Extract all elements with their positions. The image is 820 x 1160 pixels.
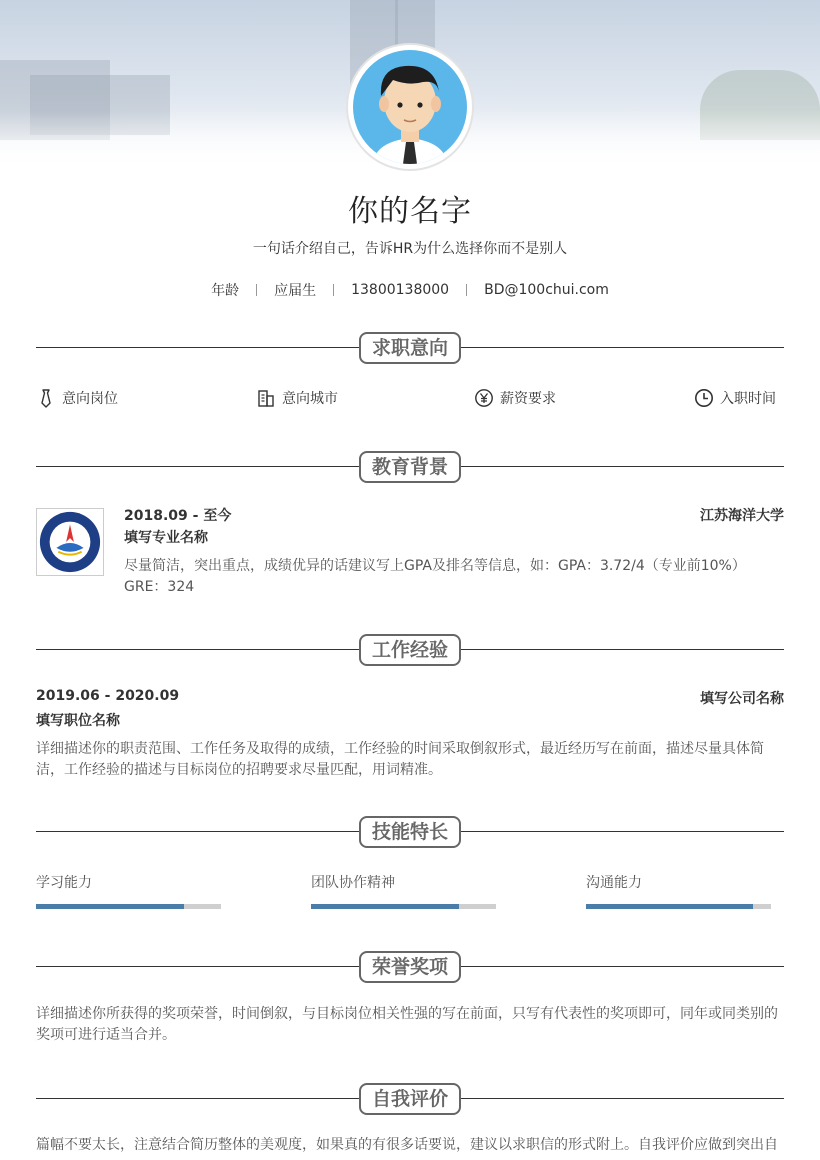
skill-item (36, 872, 221, 909)
skill-bar (36, 904, 221, 909)
section-intent (36, 332, 784, 366)
intent-start-date (694, 388, 776, 408)
section-intent-title: 求职意向 (359, 332, 461, 364)
skill-bar (586, 904, 771, 909)
school-logo (36, 508, 104, 576)
skill-bar-fill (36, 904, 184, 909)
divider (256, 284, 257, 296)
skill-label: 团队协作精神 (311, 875, 395, 891)
divider (466, 284, 467, 296)
skill-bar-fill (586, 904, 753, 909)
intent-salary-label: 薪资要求 (500, 391, 556, 407)
divider (333, 284, 334, 296)
work-position-row (36, 710, 784, 730)
skill-label: 学习能力 (36, 875, 92, 891)
tagline: 一句话介绍自己，告诉HR为什么选择你而不是别人 (252, 241, 568, 257)
building-icon (256, 388, 276, 408)
section-work (36, 634, 784, 668)
contact-age: 年龄 (211, 283, 240, 299)
avatar (346, 43, 474, 171)
intent-salary (474, 388, 556, 408)
work-detail: 详细描述你的职责范围、工作任务及取得的成绩，工作经验的时间采取倒叙形式，最近经历写在前面，描述尽量具体简洁，工作经验的描述与目标岗位的招聘要求尽量匹配，用词精准。 (36, 741, 764, 778)
section-education (36, 451, 784, 485)
candidate-name: 你的名字 (348, 194, 472, 229)
section-work-title: 工作经验 (359, 634, 461, 666)
intent-city (256, 388, 338, 408)
intent-city-label: 意向城市 (282, 391, 338, 407)
work-position: 填写职位名称 (36, 713, 120, 729)
intent-position-label: 意向岗位 (62, 391, 118, 407)
education-detail: 尽量简洁，突出重点，成绩优异的话建议写上GPA及排名等信息，如：GPA：3.72/4（专业前10%） GRE：324 (124, 558, 746, 595)
work-company: 填写公司名称 (700, 691, 784, 707)
education-school: 江苏海洋大学 (700, 508, 784, 524)
section-honors (36, 951, 784, 985)
contact-row (0, 280, 820, 300)
school-emblem-icon (37, 509, 103, 575)
honors-detail: 详细描述你所获得的奖项荣誉，时间倒叙，与目标岗位相关性强的写在前面，只写有代表性的奖项即可，同年或同类别的奖项可进行适当合并。 (36, 1006, 778, 1043)
contact-phone: 13800138000 (351, 282, 450, 298)
section-education-title: 教育背景 (359, 451, 461, 483)
work-period: 2019.06 - 2020.09 (36, 688, 180, 704)
intent-row (36, 388, 784, 410)
section-honors-title: 荣誉奖项 (359, 951, 461, 983)
avatar-illustration (353, 50, 467, 164)
clock-icon (694, 388, 714, 408)
section-self-eval (36, 1083, 784, 1117)
intent-start-date-label: 入职时间 (720, 391, 776, 407)
yen-icon (474, 388, 494, 408)
skill-item (586, 872, 771, 909)
tie-icon (36, 388, 56, 408)
skill-bar-fill (311, 904, 459, 909)
section-skills (36, 816, 784, 850)
section-skills-title: 技能特长 (359, 816, 461, 848)
intent-position (36, 388, 118, 408)
work-header (36, 688, 784, 707)
contact-email: BD@100chui.com (484, 282, 609, 298)
section-self-eval-title: 自我评价 (359, 1083, 461, 1115)
skill-bar (311, 904, 496, 909)
education-major: 填写专业名称 (124, 530, 208, 546)
skill-item (311, 872, 496, 909)
self-eval-detail: 篇幅不要太长，注意结合简历整体的美观度，如果真的有很多话要说，建议以求职信的形式附上。自我评价应做到突出自 (36, 1137, 778, 1153)
contact-status: 应届生 (274, 283, 317, 299)
education-period: 2018.09 - 至今 (124, 508, 232, 524)
skill-label: 沟通能力 (586, 875, 642, 891)
